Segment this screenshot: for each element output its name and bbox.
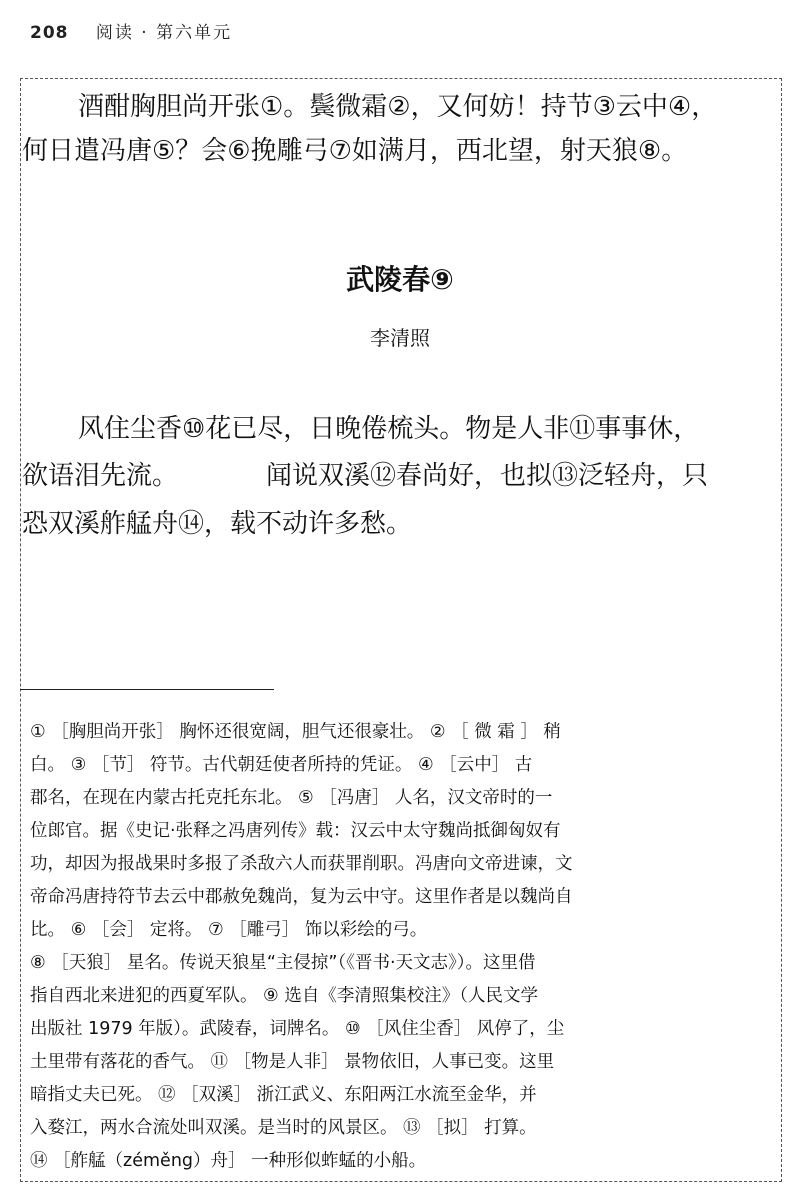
footnote-line: 暗指丈夫已死。 ⑫ ［双溪］ 浙江武义、东阳两江水流至金华，并 xyxy=(30,1085,537,1105)
poem-author: 李清照 xyxy=(370,326,430,350)
page-number: 208 xyxy=(30,23,69,43)
footnote-line: ⑭ ［舴艋（zéměng）舟］ 一种形似蚱蜢的小船。 xyxy=(30,1151,427,1171)
page-header xyxy=(30,18,232,43)
footnote-line: 指自西北来进犯的西夏军队。 ⑨ 选自《李清照集校注》（人民文学 xyxy=(30,986,539,1006)
poem1-line-1: 酒酣胸胆尚开张①。鬓微霜②，又何妨！持节③云中④， xyxy=(78,92,718,122)
footnote-line: 比。 ⑥ ［会］ 定将。 ⑦ ［雕弓］ 饰以彩绘的弓。 xyxy=(30,920,428,940)
poem2-line-2b: 闻说双溪⑫春尚好，也拟⑬泛轻舟，只 xyxy=(266,461,709,491)
footnote-line: 出版社 1979 年版）。武陵春，词牌名。 ⑩ ［风住尘香］ 风停了，尘 xyxy=(30,1019,565,1039)
content-frame xyxy=(20,78,782,1182)
poem-title: 武陵春⑨ xyxy=(346,263,454,296)
poem2-line-1: 风住尘香⑩花已尽，日晚倦梳头。物是人非⑪事事休， xyxy=(78,414,700,444)
footnote-line: ⑧ ［天狼］ 星名。传说天狼星“主侵掠”（《晋书·天文志》）。这里借 xyxy=(30,953,536,973)
footnote-line: 帝命冯唐持符节去云中郡赦免魏尚，复为云中守。这里作者是以魏尚自 xyxy=(30,887,573,907)
section-title: 阅读 · 第六单元 xyxy=(95,23,233,43)
footnote-divider xyxy=(20,689,274,690)
footnote-line: 土里带有落花的香气。 ⑪ ［物是人非］ 景物依旧，人事已变。这里 xyxy=(30,1052,555,1072)
footnote-line: 郡名，在现在内蒙古托克托东北。 ⑤ ［冯唐］ 人名，汉文帝时的一 xyxy=(30,788,553,808)
poem2-line-2a: 欲语泪先流。 xyxy=(22,461,179,491)
footnote-line: ① ［胸胆尚开张］ 胸怀还很宽阔，胆气还很豪壮。 ② ［ 微 霜 ］ 稍 xyxy=(30,722,561,742)
footnote-line: 位郎官。据《史记·张释之冯唐列传》载：汉云中太守魏尚抵御匈奴有 xyxy=(30,821,561,841)
poem2-line-3: 恐双溪舴艋舟⑭，载不动许多愁。 xyxy=(22,509,413,539)
footnote-line: 白。 ③ ［节］ 符节。古代朝廷使者所持的凭证。 ④ ［云中］ 古 xyxy=(30,755,533,775)
poem1-line-2: 何日遣冯唐⑤？会⑥挽雕弓⑦如满月，西北望，射天狼⑧。 xyxy=(22,136,688,166)
footnote-line: 功，却因为报战果时多报了杀敌六人而获罪削职。冯唐向文帝进谏，文 xyxy=(30,854,573,874)
footnote-line: 入婺江，两水合流处叫双溪。是当时的风景区。 ⑬ ［拟］ 打算。 xyxy=(30,1118,537,1138)
